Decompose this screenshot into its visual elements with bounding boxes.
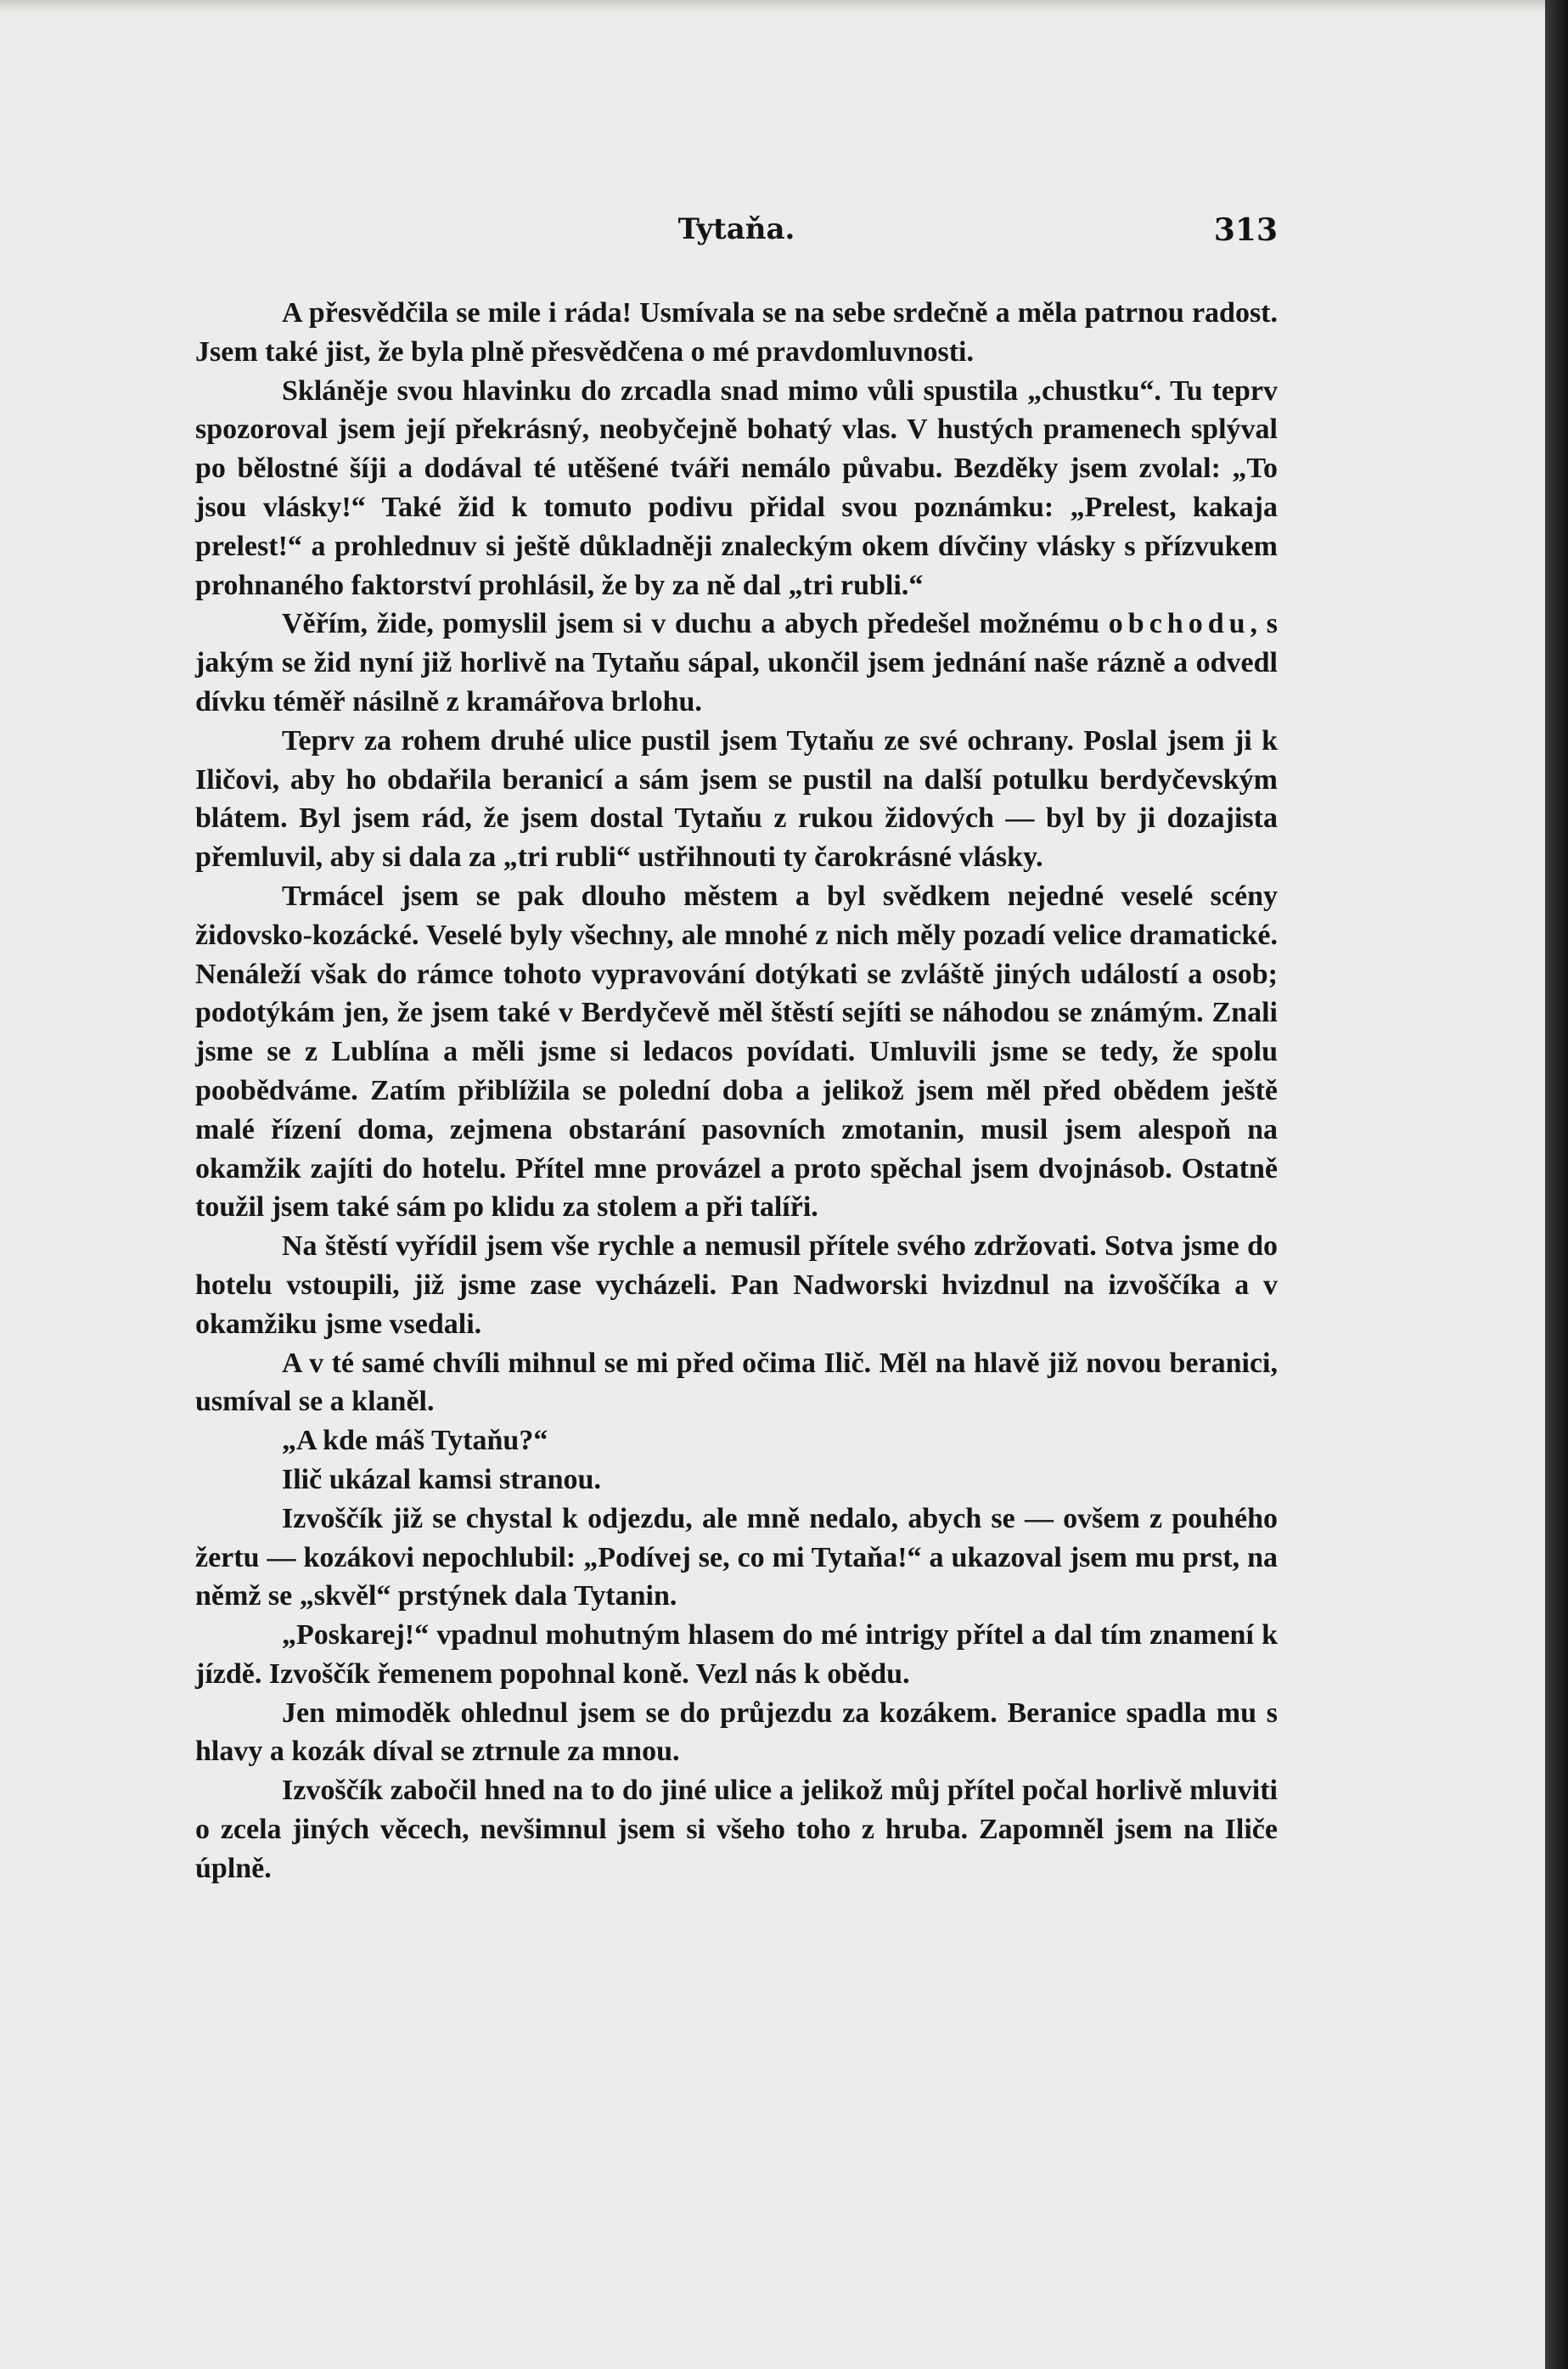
paragraph: A v té samé chvíli mihnul se mi před očima Ilič. Měl na hlavě již novou beranici, usmíval se a klaněl. [195,1347,1278,1418]
emphasized-word: obchodu [1108,608,1250,640]
paragraph: Izvoščík již se chystal k odjezdu, ale mně nedalo, abych se — ovšem z pouhého žertu — kozákovi nepochlubil: „Podívej se, co mi Tytaňa!“ a ukazoval jsem mu prst, na němž se „skvěl“ prstýnek dala Tytanin. [195,1502,1278,1612]
body-text [195,294,1278,1888]
page-number: 313 [1213,212,1278,248]
paragraph: Izvoščík zabočil hned na to do jiné ulice a jelikož můj přítel počal horlivě mluviti o zcela jiných věcech, nevšimnul jsem si všeho toho z hruba. Zapomněl jsem na Iliče úplně. [195,1775,1278,1884]
paragraph: „Poskarej!“ vpadnul mohutným hlasem do mé intrigy přítel a dal tím znamení k jízdě. Izvoščík řemenem popohnal koně. Vezl nás k obědu. [195,1619,1278,1690]
page-header [195,212,1278,255]
paragraph [195,605,1278,721]
paragraph-text: , s jakým se žid nyní již horlivě na Tytaňu sápal, ukončil jsem jednání naše rázně a odvedl dívku téměř násilně z kramářova brlohu. [195,608,1278,717]
paragraph: Jen mimoděk ohlednul jsem se do průjezdu za kozákem. Beranice spadla mu s hlavy a kozák díval se ztrnule za mnou. [195,1697,1278,1768]
paragraph-text: Věřím, žide, pomyslil jsem si v duchu a abych předešel možnému [282,608,1109,640]
scan-right-shadow [1545,0,1568,2369]
paragraph: Ilič ukázal kamsi stranou. [282,1463,601,1495]
paragraph: Trmácel jsem se pak dlouho městem a byl svědkem nejedné veselé scény židovsko-kozácké. Veselé byly všechny, ale mnohé z nich měly pozadí velice dramatické. Nenáleží však do rámce tohoto vypravování dotýkati se zvláště jiných událostí a osob; podotýkám jen, že jsem také v Berdyčevě měl štěstí sejíti se náhodou se známým. Znali jsme se z Lublína a měli jsme si ledacos povídati. Umluvili jsme se tedy, že spolu poobědváme. Zatím přiblížila se polední doba a jelikož jsem měl před obědem ještě malé řízení doma, zejmena obstarání pasovních zmotanin, musil jsem alespoň na okamžik zajíti do hotelu. Přítel mne provázel a proto spěchal jsem dvojnásob. Ostatně toužil jsem také sám po klidu za stolem a při talíři. [195,880,1278,1224]
paragraph: Skláněje svou hlavinku do zrcadla snad mimo vůli spustila „chustku“. Tu teprv spozoroval jsem její překrásný, neobyčejně bohatý vlas. V hustých pramenech splýval po bělostné šíji a dodával té utěšené tváři nemálo půvabu. Bezděky jsem zvolal: „To jsou vlásky!“ Také žid k tomuto podivu přidal svou poznámku: „Prelest, kakaja prelest!“ a prohlednuv si ještě důkladněji znaleckým okem dívčiny vlásky s přízvukem prohnaného faktorství prohlásil, že by za ně dal „tri rubli.“ [195,374,1278,601]
paragraph: Na štěstí vyřídil jsem vše rychle a nemusil přítele svého zdržovati. Sotva jsme do hotelu vstoupili, již jsme zase vycházeli. Pan Nadworski hvizdnul na izvoščíka a v okamžiku jsme vsedali. [195,1230,1278,1340]
running-title: Tytaňa. [677,212,795,246]
paragraph: A přesvědčila se mile i ráda! Usmívala se na sebe srdečně a měla patrnou radost. Jsem také jist, že byla plně přesvědčena o mé pravdomluvnosti. [195,297,1278,368]
scan-top-edge [0,0,1545,12]
paragraph: „A kde máš Tytaňu?“ [282,1425,548,1457]
paragraph: Teprv za rohem druhé ulice pustil jsem Tytaňu ze své ochrany. Poslal jsem ji k Iličovi, aby ho obdařila beranicí a sám jsem se pustil na další potulku berdyčevským blátem. Byl jsem rád, že jsem dostal Tytaňu z rukou židových — byl by ji dozajista přemluvil, aby si dala za „tri rubli“ ustřihnouti ty čarokrásné vlásky. [195,724,1278,874]
